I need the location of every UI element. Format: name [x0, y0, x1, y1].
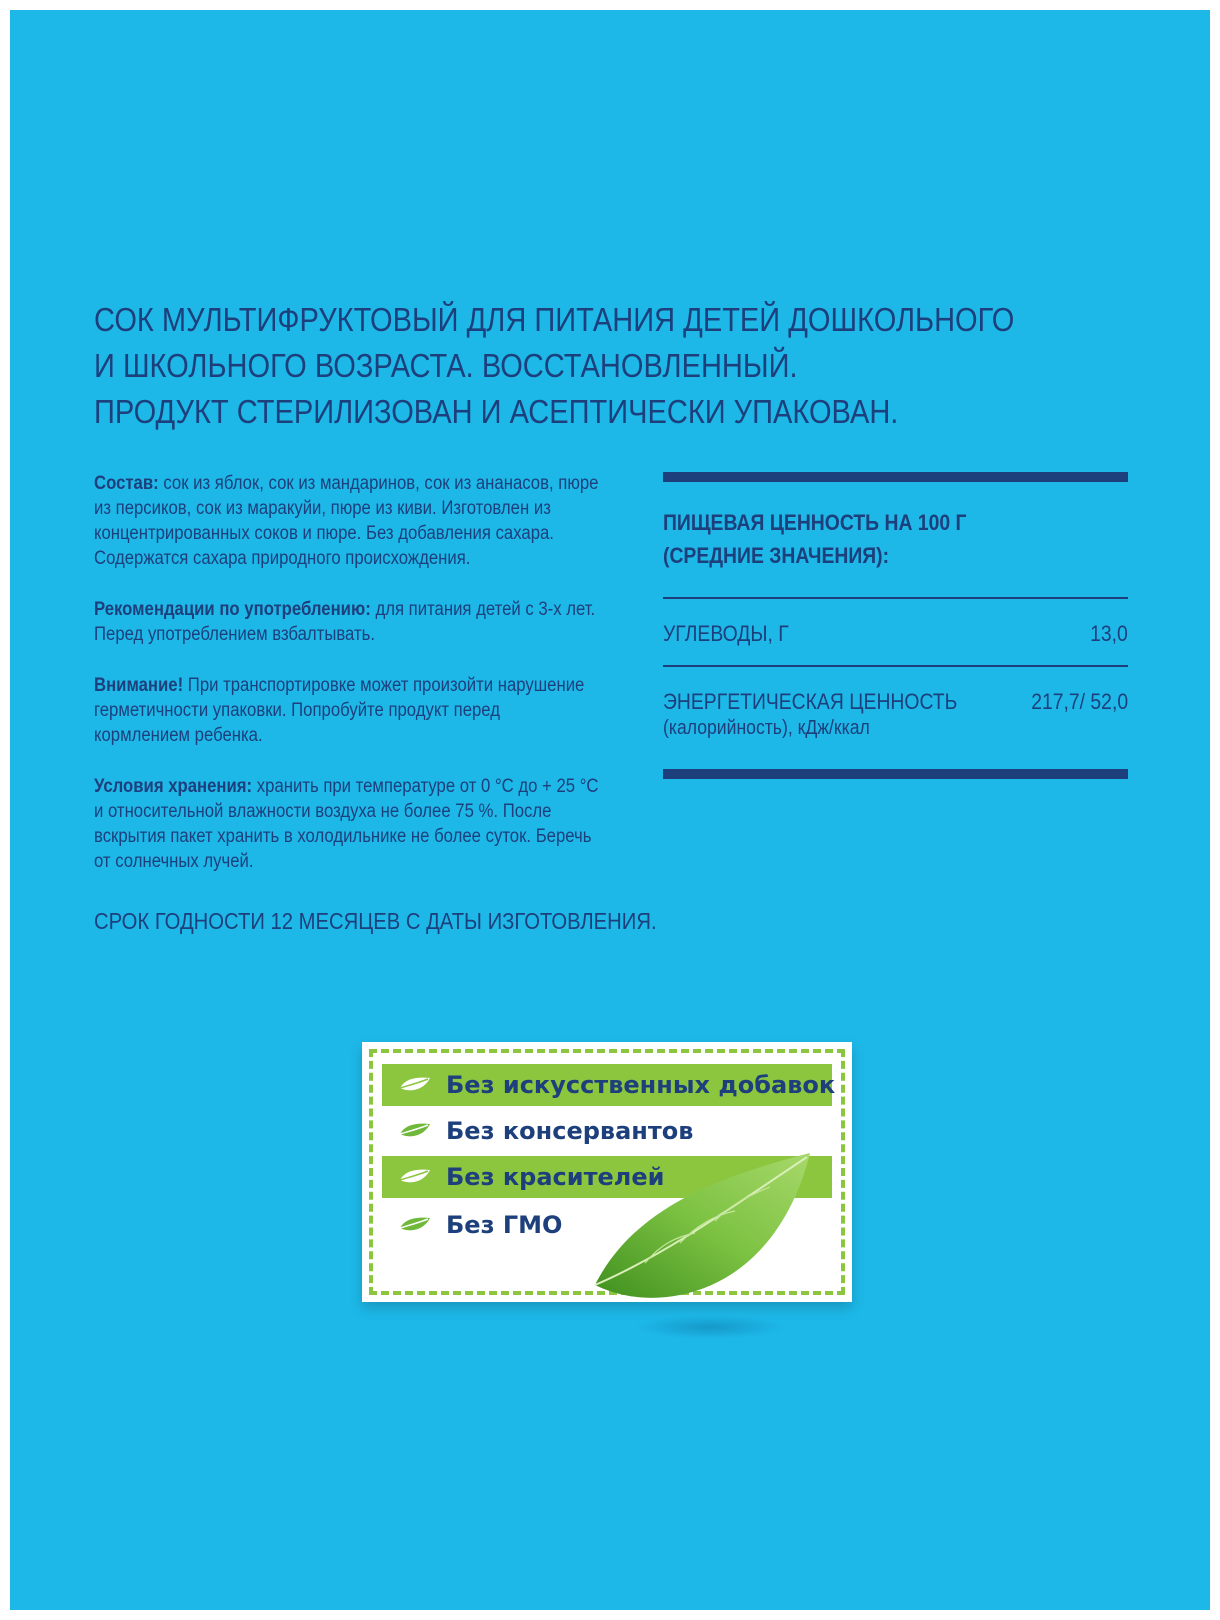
nutrient-label: УГЛЕВОДЫ, Г	[663, 621, 789, 646]
nutrition-title	[663, 506, 1072, 572]
claim-row	[382, 1064, 836, 1106]
claim-text: Без искусственных добавок	[446, 1071, 836, 1099]
claim-text: Без консервантов	[446, 1117, 694, 1145]
storage-section	[94, 774, 622, 874]
composition-text: концентрированных соков и пюре. Без добавления сахара.	[94, 523, 554, 544]
attention-text: кормлением ребенка.	[94, 725, 263, 746]
bottom-rule	[663, 769, 1128, 779]
shelf-life: СРОК ГОДНОСТИ 12 МЕСЯЦЕВ С ДАТЫ ИЗГОТОВЛЕНИЯ.	[94, 908, 657, 934]
nutrient-sublabel: (калорийность), кДж/ккал	[663, 717, 870, 739]
nutrition-title-line: (СРЕДНИЕ ЗНАЧЕНИЯ):	[663, 543, 890, 568]
recommendations-text: для питания детей с 3-х лет.	[370, 599, 596, 620]
nutrition-row-energy	[663, 689, 1128, 741]
top-rule	[663, 472, 1128, 482]
claim-text: Без красителей	[446, 1163, 665, 1191]
claim-text: Без ГМО	[446, 1211, 563, 1239]
attention-text: герметичности упаковки. Попробуйте продукт перед	[94, 700, 500, 721]
attention-text: При транспортировке может произойти нарушение	[183, 675, 585, 696]
storage-text: хранить при температуре от 0 °С до + 25 °С	[252, 776, 599, 797]
leaf-icon	[398, 1121, 432, 1141]
leaf-icon	[398, 1215, 432, 1235]
storage-text: от солнечных лучей.	[94, 851, 254, 872]
composition-text: Содержатся сахара природного происхождения.	[94, 548, 471, 569]
composition-text: сок из яблок, сок из мандаринов, сок из ананасов, пюре	[158, 473, 599, 494]
package-panel	[10, 10, 1210, 1610]
product-info	[94, 471, 622, 900]
title-line: ПРОДУКТ СТЕРИЛИЗОВАН И АСЕПТИЧЕСКИ УПАКОВАН.	[94, 393, 899, 430]
storage-label: Условия хранения:	[94, 776, 253, 797]
product-title	[94, 297, 1015, 435]
composition-label: Состав:	[94, 473, 159, 494]
nutrient-label: ЭНЕРГЕТИЧЕСКАЯ ЦЕННОСТЬ	[663, 689, 958, 714]
nutrient-value: 13,0	[1090, 621, 1128, 646]
title-line: И ШКОЛЬНОГО ВОЗРАСТА. ВОССТАНОВЛЕННЫЙ.	[94, 347, 798, 384]
leaf-icon	[398, 1167, 432, 1187]
divider	[663, 665, 1128, 667]
nutrition-row-carbs	[663, 621, 1128, 647]
recommendations-section	[94, 597, 622, 647]
nutrient-value: 217,7/ 52,0	[1031, 689, 1128, 714]
divider	[663, 597, 1128, 599]
composition-section	[94, 471, 622, 571]
attention-section	[94, 673, 622, 748]
recommendations-text: Перед употреблением взбалтывать.	[94, 624, 375, 645]
composition-text: из персиков, сок из маракуйи, пюре из киви. Изготовлен из	[94, 498, 551, 519]
storage-text: вскрытия пакет хранить в холодильнике не более суток. Беречь	[94, 826, 592, 847]
nutrition-table	[663, 472, 1128, 779]
attention-label: Внимание!	[94, 675, 184, 696]
leaf-illustration	[585, 1145, 825, 1345]
leaf-icon	[398, 1075, 432, 1095]
nutrition-title-line: ПИЩЕВАЯ ЦЕННОСТЬ НА 100 Г	[663, 510, 967, 535]
storage-text: и относительной влажности воздуха не более 75 %. После	[94, 801, 552, 822]
recommendations-label: Рекомендации по употреблению:	[94, 599, 371, 620]
title-line: СОК МУЛЬТИФРУКТОВЫЙ ДЛЯ ПИТАНИЯ ДЕТЕЙ ДОШКОЛЬНОГО	[94, 301, 1015, 338]
